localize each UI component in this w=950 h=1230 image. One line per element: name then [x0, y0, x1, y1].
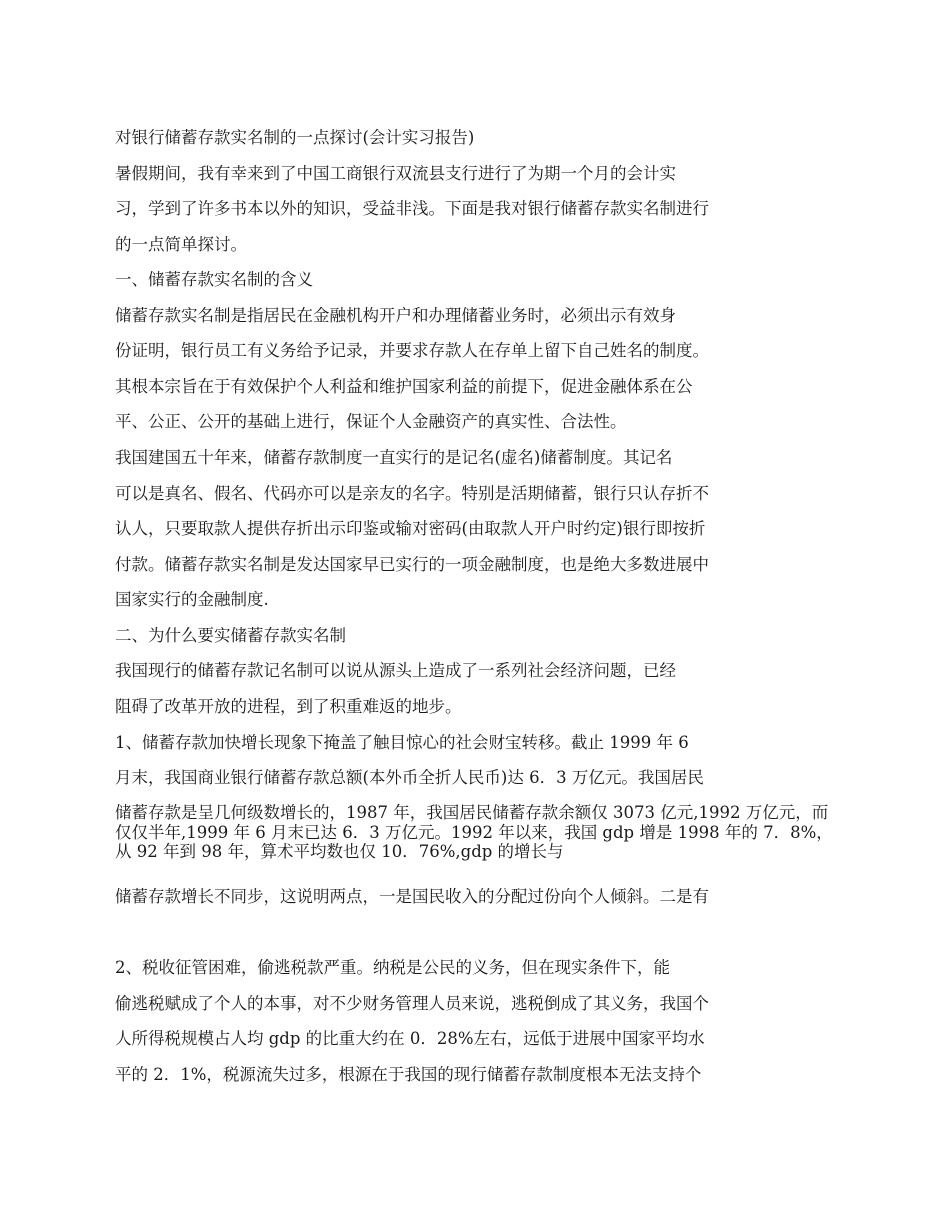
- text-line: 的一点简单探讨。: [115, 235, 247, 254]
- text-line: 我国现行的储蓄存款记名制可以说从源头上造成了一系列社会经济问题，已经: [115, 661, 676, 680]
- dense-paragraph: 储蓄存款是呈几何级数增长的，1987 年，我国居民储蓄存款余额仅 3073 亿元,1992 万亿元，而仅仅半年,1999 年 6 月末已达 6．3 万亿元。1992 年以来，我国 gdp 增是 1998 年的 7．8%，从 92 年到 98 年，算术平均数也仅 10．76%,gdp 的增长与: [115, 803, 833, 861]
- text-line: 储蓄存款实名制是指居民在金融机构开户和办理储蓄业务时，必须出示有效身: [115, 306, 676, 325]
- text-line: 平的 2．1%，税源流失过多，根源在于我国的现行储蓄存款制度根本无法支持个: [115, 1065, 702, 1084]
- text-line: 暑假期间，我有幸来到了中国工商银行双流县支行进行了为期一个月的会计实: [115, 164, 676, 183]
- text-line: 月末，我国商业银行储蓄存款总额(本外币全折人民币)达 6．3 万亿元。我国居民: [115, 768, 704, 787]
- text-line: 习，学到了许多书本以外的知识，受益非浅。下面是我对银行储蓄存款实名制进行: [115, 199, 709, 218]
- text-line: 付款。储蓄存款实名制是发达国家早已实行的一项金融制度，也是绝大多数进展中: [115, 555, 709, 574]
- section-heading: 一、储蓄存款实名制的含义: [115, 270, 313, 289]
- text-line: 份证明，银行员工有义务给予记录，并要求存款人在存单上留下自己姓名的制度。: [115, 341, 709, 360]
- section-heading: 二、为什么要实储蓄存款实名制: [115, 626, 346, 645]
- text-line: 其根本宗旨在于有效保护个人利益和维护国家利益的前提下，促进金融体系在公: [115, 377, 693, 396]
- text-line: 人所得税规模占人均 gdp 的比重大约在 0．28%左右，远低于进展中国家平均水: [115, 1029, 705, 1048]
- text-line: 1、储蓄存款加快增长现象下掩盖了触目惊心的社会财宝转移。截止 1999 年 6: [115, 733, 689, 752]
- document-title: 对银行储蓄存款实名制的一点探讨(会计实习报告): [115, 128, 475, 147]
- text-line: 阻碍了改革开放的进程，到了积重难返的地步。: [115, 697, 462, 716]
- text-line: 国家实行的金融制度.: [115, 590, 269, 609]
- text-line: 偷逃税赋成了个人的本事，对不少财务管理人员来说，逃税倒成了其义务，我国个: [115, 994, 709, 1013]
- text-line: 认人，只要取款人提供存折出示印鉴或输对密码(由取款人开户时约定)银行即按折: [115, 519, 706, 538]
- text-line: 我国建国五十年来，储蓄存款制度一直实行的是记名(虚名)储蓄制度。其记名: [115, 448, 673, 467]
- text-line: 2、税收征管困难，偷逃税款严重。纳税是公民的义务，但在现实条件下，能: [115, 958, 670, 977]
- text-line: 可以是真名、假名、代码亦可以是亲友的名字。特别是活期储蓄，银行只认存折不: [115, 484, 709, 503]
- text-line: 平、公正、公开的基础上进行，保证个人金融资产的真实性、合法性。: [115, 412, 627, 431]
- text-line: 储蓄存款增长不同步，这说明两点，一是国民收入的分配过份向个人倾斜。二是有: [115, 887, 709, 906]
